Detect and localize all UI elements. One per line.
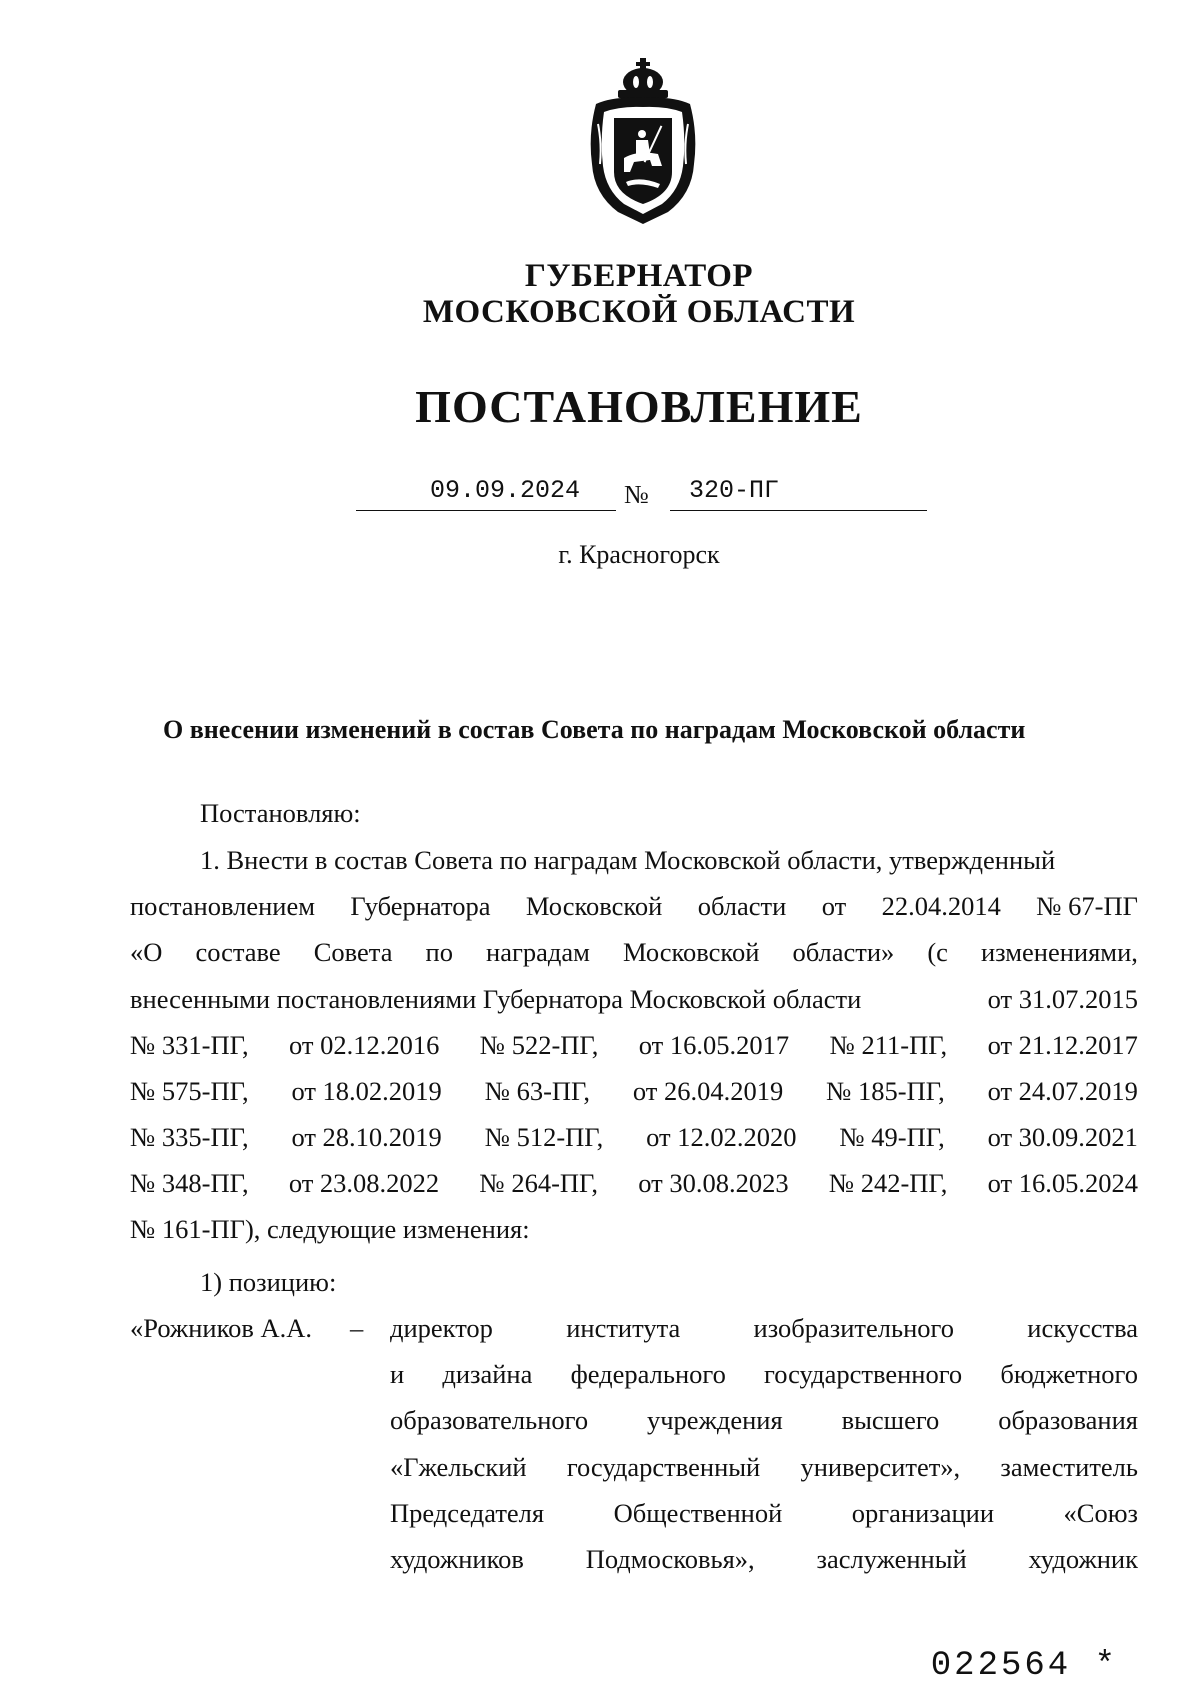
word: бюджетного — [1000, 1359, 1138, 1389]
description-line — [390, 1498, 1138, 1544]
word: директор — [390, 1313, 493, 1343]
word: 1. Внести в состав Совета по наградам Московской области, утвержденный — [200, 845, 1056, 875]
word: постановлением — [130, 891, 315, 921]
number-underline — [670, 510, 927, 511]
word: № 242-ПГ, — [828, 1168, 948, 1198]
description-line — [390, 1313, 1138, 1359]
word: (с — [927, 937, 948, 967]
member-name: «Рожников А.А. — [130, 1313, 313, 1343]
word: от 02.12.2016 — [289, 1030, 440, 1060]
word: от 26.04.2019 — [632, 1076, 784, 1106]
word: от 28.10.2019 — [291, 1122, 442, 1152]
description-line — [390, 1359, 1138, 1405]
issuer-line-1: ГУБЕРНАТОР — [524, 258, 754, 294]
word: от 31.07.2015 — [987, 984, 1138, 1014]
word: дизайна — [442, 1359, 533, 1389]
word: Председателя — [390, 1498, 545, 1528]
issue-city: г. Красногорск — [558, 540, 720, 569]
word: от 30.08.2023 — [638, 1168, 789, 1198]
word: № 49-ПГ, — [839, 1122, 945, 1152]
paragraph-line — [130, 1030, 1138, 1076]
word: федерального — [570, 1359, 726, 1389]
paragraph-line — [130, 1122, 1138, 1168]
word: от 30.09.2021 — [987, 1122, 1138, 1152]
word: изменениями, — [981, 937, 1138, 967]
word: учреждения — [646, 1405, 783, 1435]
word: № 522-ПГ, — [479, 1030, 599, 1060]
word: института — [566, 1313, 681, 1343]
word: заместитель — [1000, 1452, 1138, 1482]
word: от 18.02.2019 — [291, 1076, 442, 1106]
decree-number: 320-ПГ — [689, 476, 780, 505]
description-line — [390, 1405, 1138, 1451]
word: № 575-ПГ, — [130, 1076, 249, 1106]
word: Совета — [313, 937, 393, 967]
word: от 12.02.2020 — [646, 1122, 797, 1152]
word: № 331-ПГ, — [130, 1030, 249, 1060]
paragraph-line — [130, 1168, 1138, 1214]
word: № 348-ПГ, — [130, 1168, 249, 1198]
decree-intro: Постановляю: — [200, 798, 361, 828]
word: 22.04.2014 — [881, 891, 1001, 921]
word: государственного — [764, 1359, 963, 1389]
number-sign: № — [624, 480, 649, 509]
word: № 161-ПГ), следующие изменения: — [130, 1214, 530, 1244]
issuer-line-2: МОСКОВСКОЙ ОБЛАСТИ — [422, 294, 856, 330]
word: области» — [792, 937, 895, 967]
word: № 264-ПГ, — [479, 1168, 598, 1198]
word: заслуженный — [816, 1544, 967, 1574]
word: образовательного — [390, 1405, 589, 1435]
word: Подмосковья», — [585, 1544, 755, 1574]
page-code: 022564 * — [930, 1647, 1118, 1685]
word: от — [821, 891, 847, 921]
description-line — [390, 1544, 1138, 1590]
word: Губернатора — [350, 891, 491, 921]
word: искусства — [1027, 1313, 1138, 1343]
word: «Союз — [1063, 1498, 1138, 1528]
date-underline — [356, 510, 616, 511]
word: № 185-ПГ, — [826, 1076, 945, 1106]
word: художник — [1028, 1544, 1138, 1574]
document-title: О внесении изменений в состав Совета по наградам Московской области — [163, 715, 1026, 744]
description-line — [390, 1452, 1138, 1498]
word: Общественной — [613, 1498, 783, 1528]
member-dash: – — [350, 1313, 364, 1343]
word: университет», — [800, 1452, 961, 1482]
word: организации — [851, 1498, 995, 1528]
paragraph-line — [130, 1214, 530, 1260]
paragraph-line — [130, 891, 1138, 937]
word: изобразительного — [753, 1313, 954, 1343]
word: составе — [195, 937, 281, 967]
word: области — [697, 891, 787, 921]
word: по — [425, 937, 453, 967]
word: № 512-ПГ, — [484, 1122, 604, 1152]
coat-of-arms-icon — [578, 54, 708, 229]
word: № 67-ПГ — [1036, 891, 1138, 921]
word: № 335-ПГ, — [130, 1122, 249, 1152]
document-type: ПОСТАНОВЛЕНИЕ — [415, 381, 863, 432]
word: высшего — [841, 1405, 940, 1435]
word: «Гжельский — [390, 1452, 527, 1482]
paragraph-line — [200, 845, 1138, 891]
word: внесенными постановлениями Губернатора Московской области — [130, 984, 862, 1014]
word: от 23.08.2022 — [288, 1168, 440, 1198]
word: от 16.05.2017 — [638, 1030, 790, 1060]
word: художников — [390, 1544, 524, 1574]
paragraph-line — [130, 1076, 1138, 1122]
word: № 63-ПГ, — [484, 1076, 591, 1106]
paragraph-line — [130, 984, 1138, 1030]
word: наградам — [486, 937, 590, 967]
word: № 211-ПГ, — [829, 1030, 948, 1060]
word: образования — [998, 1405, 1138, 1435]
word: от 16.05.2024 — [987, 1168, 1138, 1198]
word: от 24.07.2019 — [987, 1076, 1138, 1106]
word: «О — [130, 937, 163, 967]
word: и — [390, 1359, 405, 1389]
paragraph-line — [130, 937, 1138, 983]
position-intro: 1) позицию: — [200, 1267, 337, 1297]
word: от 21.12.2017 — [987, 1030, 1138, 1060]
word: государственный — [566, 1452, 761, 1482]
decree-date: 09.09.2024 — [430, 476, 581, 505]
word: Московской — [622, 937, 760, 967]
word: Московской — [525, 891, 663, 921]
